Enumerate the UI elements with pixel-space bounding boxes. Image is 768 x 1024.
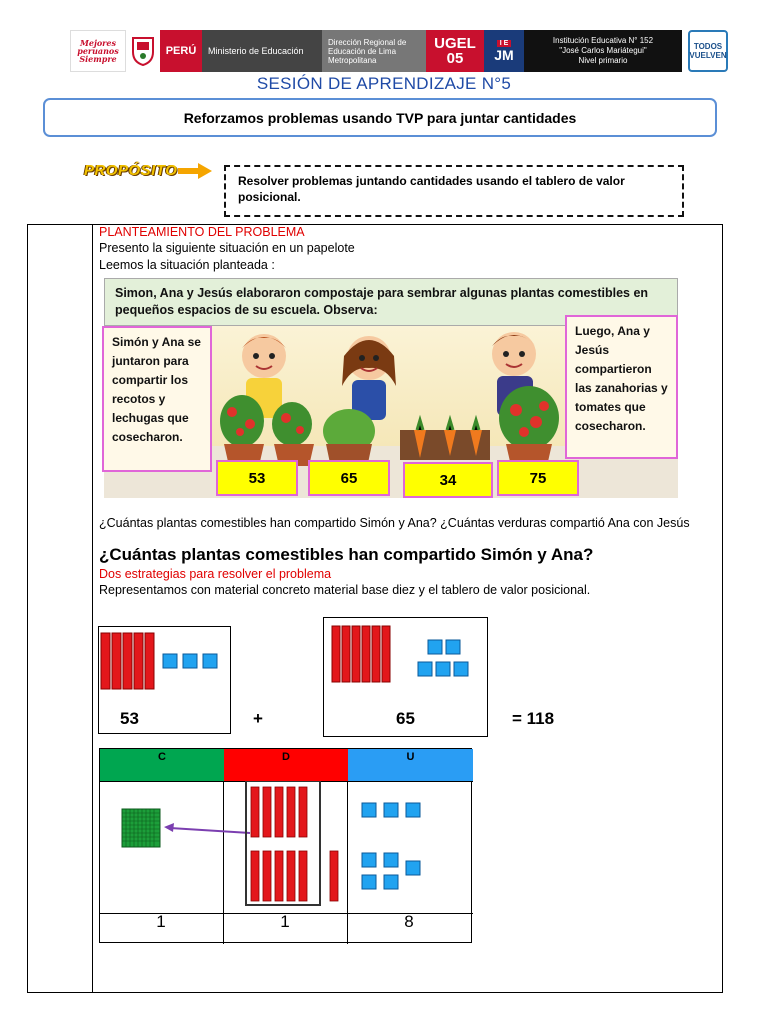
arrow-right-icon: [178, 163, 212, 179]
story-right-box: Luego, Ana y Jesús compartieron las zanahorias y tomates que cosecharon.: [565, 315, 678, 459]
addend-2: 65: [396, 709, 415, 728]
ie-label: I E: [497, 40, 512, 47]
number-box-1: 53: [216, 460, 298, 496]
ugel-text: UGEL: [434, 35, 476, 52]
addend-1: 53: [120, 709, 139, 728]
pv-value-d: 1: [280, 912, 290, 931]
ugel-number: 05: [446, 50, 464, 67]
main-question: ¿Cuántas plantas comestibles han compartido Simón y Ana?: [99, 545, 594, 564]
frame-divider: [92, 224, 93, 993]
proposito-text: Resolver problemas juntando cantidades usando el tablero de valor posicional.: [224, 165, 684, 217]
mejores-peruanos-logo: Mejores peruanos Siempre: [70, 30, 126, 72]
plus-sign: +: [253, 709, 263, 728]
direccion-regional-label: Dirección Regional de Educación de Lima Metropolitana: [322, 30, 426, 72]
blocks-53-box: [98, 626, 231, 734]
base-ten-blocks-53: [99, 627, 230, 697]
institution-number: Institución Educativa N° 152: [552, 36, 654, 45]
number-box-4: 75: [497, 460, 579, 496]
ugel-logo: [426, 30, 484, 72]
pv-header-u: U: [348, 749, 473, 781]
topic-title: Reforzamos problemas usando TVP para juntar cantidades: [43, 98, 717, 137]
number-box-2: 65: [308, 460, 390, 496]
pv-blocks-illustration: [100, 781, 473, 913]
header-banner: [70, 30, 740, 72]
situation-line-2: Leemos la situación planteada :: [99, 258, 275, 272]
proposito-label: PROPÓSITO: [84, 162, 178, 179]
number-box-3: 34: [403, 462, 493, 498]
base-ten-blocks-65: [324, 618, 487, 690]
story-header: Simon, Ana y Jesús elaboraron compostaje para sembrar algunas plantas comestibles en pequeños espacios de su escuela. Observa:: [104, 278, 678, 326]
todos-vuelven-logo: TODOS VUELVEN: [688, 30, 728, 72]
institution-info: [524, 30, 682, 72]
institution-name: "José Carlos Mariátegui": [559, 46, 647, 55]
pv-header-d: D: [224, 749, 348, 781]
represent-line: Representamos con material concreto material base diez y el tablero de valor posicional.: [99, 583, 591, 597]
situation-line-1: Presento la siguiente situación en un papelote: [99, 241, 355, 255]
sum-result: = 118: [512, 709, 555, 728]
strategies-label: Dos estrategias para resolver el problema: [99, 567, 332, 581]
story-left-box: Simón y Ana se juntaron para compartir los recotos y lechugas que cosecharon.: [102, 326, 212, 472]
questions-line: ¿Cuántas plantas comestibles han compartido Simón y Ana? ¿Cuántas verduras compartió Ana con Jesús: [99, 516, 690, 530]
pv-header-c: C: [100, 749, 224, 781]
institution-level: Nivel primario: [578, 56, 628, 65]
ministerio-label: Ministerio de Educación: [202, 30, 322, 72]
pv-value-u: 8: [404, 912, 414, 931]
pv-value-c: 1: [156, 912, 166, 931]
school-logo: [484, 30, 524, 72]
planteamiento-heading: PLANTEAMIENTO DEL PROBLEMA: [99, 225, 305, 239]
peru-shield-icon: [126, 30, 160, 72]
peru-label: PERÚ: [160, 30, 202, 72]
session-title: SESIÓN DE APRENDIZAJE N°5: [256, 74, 512, 93]
jm-label: JM: [494, 46, 514, 63]
